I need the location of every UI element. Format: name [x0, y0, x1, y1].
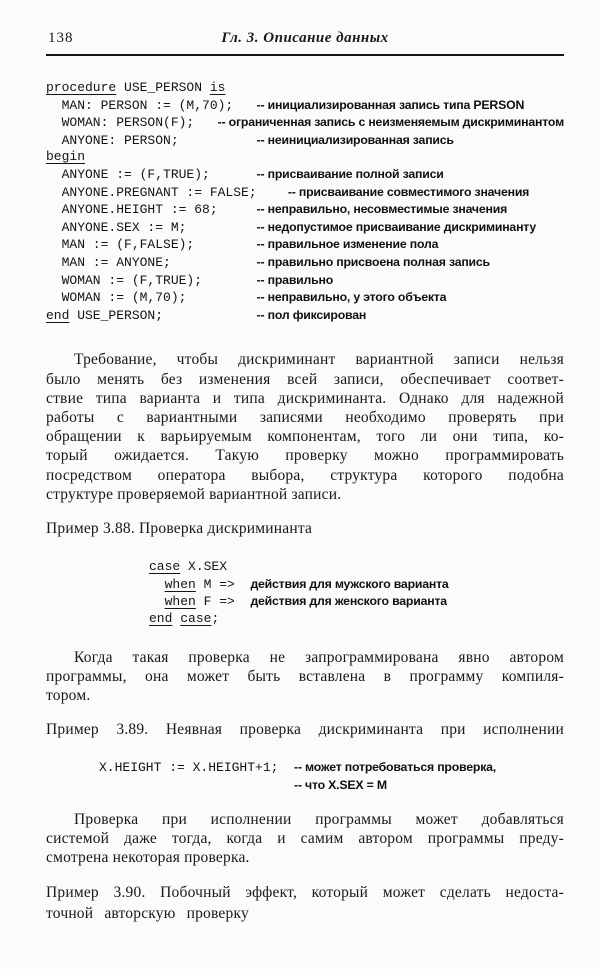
code-comment: -- инициализированная запись типа PERSON: [256, 97, 525, 112]
page-header: [46, 30, 564, 52]
page-number: 138: [48, 30, 74, 46]
code-block-use-person: [46, 80, 564, 324]
text-line: Пример 3.90. Побочный эффект, который может сделать недоста-: [46, 884, 564, 902]
text-line: работы с вариантными записями необходимо проверять при: [46, 408, 564, 426]
example-388-title: Пример 3.88. Проверка дискриминанта: [46, 519, 313, 537]
header-rule: [46, 54, 564, 56]
text-line: было менять без изменения всей записи, обеспечивает соответ-: [46, 370, 564, 388]
keyword: when: [164, 594, 196, 610]
code-comment: -- неинициализированная запись: [256, 132, 454, 147]
text-line: ствие типа варианта и типа дискриминанта. Однако для надежной: [46, 389, 564, 407]
code-comment: -- неправильно, у этого объекта: [256, 290, 447, 305]
example-390-title: [46, 882, 564, 924]
code-line: MAN := (F,FALSE); -- правильное изменение пола: [46, 237, 439, 253]
code-comment: -- присваивание совместимого значения: [287, 184, 530, 199]
code-line: procedure USE_PERSON is: [46, 80, 226, 95]
chapter-title: Гл. 3. Описание данных: [221, 30, 389, 46]
keyword: end: [46, 307, 70, 323]
paragraph-runtime-check: [46, 810, 564, 868]
code-line: ANYONE.SEX := M; -- недопустимое присваивание дискриминанту: [46, 219, 537, 235]
code-line: WOMAN := (F,TRUE); -- правильно: [46, 272, 334, 288]
keyword: case: [149, 559, 181, 575]
code-comment: -- неправильно, несовместимые значения: [256, 202, 508, 217]
code-comment: -- пол фиксирован: [256, 307, 367, 322]
code-line: end USE_PERSON; -- пол фиксирован: [46, 307, 367, 323]
text-line: структуре проверяемой вариантной записи.: [46, 485, 342, 503]
keyword: procedure: [46, 80, 117, 95]
text-line: тором.: [46, 686, 91, 704]
code-line: ANYONE.PREGNANT := FALSE; -- присваивание совместимого значения: [46, 184, 530, 200]
paragraph-discriminant-rule: [46, 350, 564, 504]
keyword: is: [209, 80, 226, 95]
keyword: end: [149, 610, 173, 626]
text-line: точной авторскую проверку: [46, 905, 249, 923]
code-comment: -- правильно: [256, 272, 334, 287]
code-comment: -- недопустимое присваивание дискриминанту: [256, 219, 537, 234]
text-line: смотрена некоторая проверка.: [46, 848, 250, 866]
code-line: MAN: PERSON := (M,70); -- инициализированная запись типа PERSON: [46, 97, 525, 113]
text-line: Требование, чтобы дискриминант вариантной записи нельзя: [74, 351, 564, 369]
keyword: case: [180, 610, 212, 626]
code-line: when M => действия для мужского варианта: [164, 576, 449, 592]
code-line: ANYONE.HEIGHT := 68; -- неправильно, несовместимые значения: [46, 202, 508, 218]
code-line: [46, 149, 564, 166]
code-comment: -- присваивание полной записи: [256, 166, 444, 181]
code-line: end case;: [149, 610, 220, 626]
code-line: WOMAN: PERSON(F); -- ограниченная запись с неизменяемым дискриминантом: [46, 115, 564, 131]
code-line: WOMAN := (M,70); -- неправильно, у этого объекта: [46, 290, 447, 306]
text-line: посредством оператора выбора, структура которого подобна: [46, 466, 564, 484]
paragraph-compiler-check: [46, 648, 564, 706]
code-line: ANYONE: PERSON; -- неинициализированная запись: [46, 132, 454, 148]
code-line: X.HEIGHT := X.HEIGHT+1; -- может потребоваться проверка,: [99, 760, 497, 776]
code-comment: действия для женского варианта: [250, 594, 447, 609]
code-comment: -- может потребоваться проверка,: [294, 760, 497, 775]
code-line: ANYONE := (F,TRUE); -- присваивание полной записи: [46, 166, 444, 182]
code-comment: -- правильное изменение пола: [256, 237, 439, 252]
text-line: программы, она может быть вставлена в программу компиля-: [46, 667, 564, 685]
code-line: case X.SEX: [149, 559, 228, 575]
code-block-case: [149, 559, 564, 627]
text-line: Когда такая проверка не запрограммирована явно автором: [74, 648, 564, 666]
code-line: when F => действия для женского варианта: [164, 594, 447, 610]
text-line: торый ожидается. Такую проверку можно программировать: [46, 447, 564, 465]
keyword: when: [164, 576, 196, 592]
example-389-title: Пример 3.89. Неявная проверка дискриминанта при исполнении: [46, 721, 564, 739]
code-block-height: [99, 759, 564, 794]
text-line: обращении к варьируемым компонентам, того ли они типа, ко-: [46, 428, 564, 446]
text-line: Проверка при исполнении программы может добавляться: [74, 810, 564, 828]
code-comment: -- правильно присвоена полная запись: [256, 254, 490, 269]
code-comment: -- что X.SEX = M: [294, 777, 387, 792]
code-line: MAN := ANYONE; -- правильно присвоена полная запись: [46, 254, 490, 270]
code-comment: действия для мужского варианта: [250, 576, 449, 591]
keyword: begin: [46, 149, 86, 165]
code-line: [99, 777, 564, 795]
code-comment: -- ограниченная запись с неизменяемым дискриминантом: [217, 115, 564, 130]
text-line: системой даже тогда, когда и самим автором программы преду-: [46, 829, 564, 847]
